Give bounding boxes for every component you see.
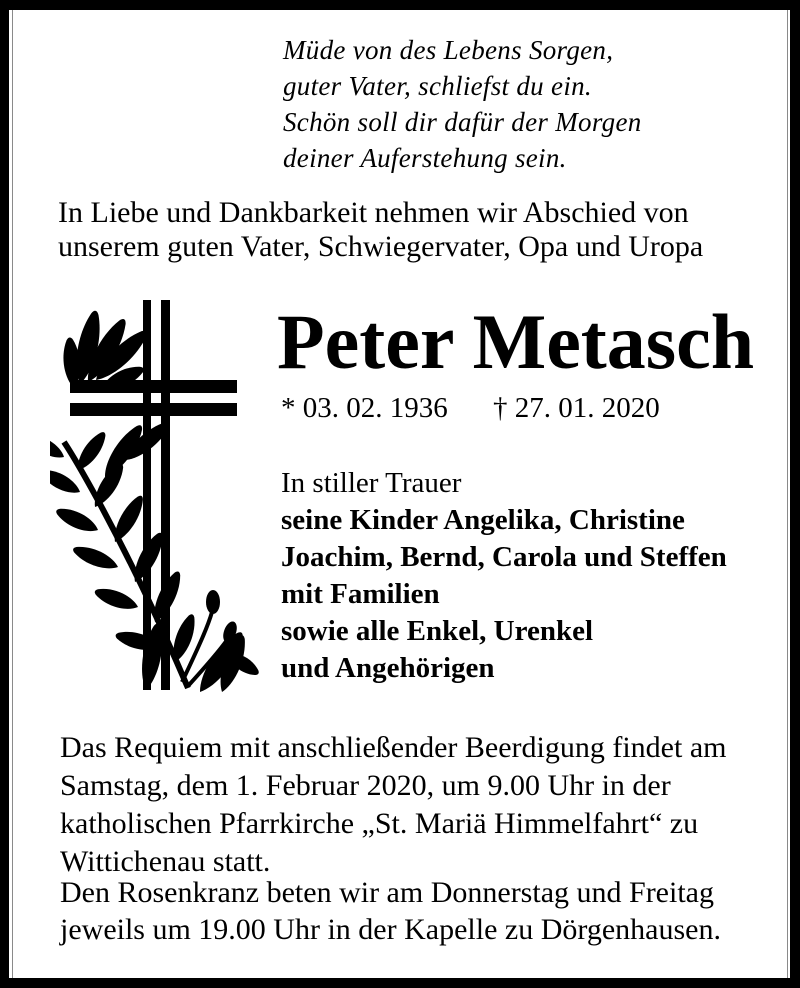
farewell-intro bbox=[58, 196, 703, 264]
mourners-block bbox=[281, 465, 727, 687]
frame-top bbox=[0, 0, 800, 10]
mourners-line: und Angehörigen bbox=[281, 652, 495, 684]
verse-line: Müde von des Lebens Sorgen, bbox=[283, 35, 614, 65]
requiem-line: katholischen Pfarrkirche „St. Mariä Himmelfahrt“ zu bbox=[60, 807, 699, 840]
verse-line: deiner Auferstehung sein. bbox=[283, 143, 567, 173]
rosary-announcement bbox=[60, 874, 721, 948]
requiem-line: Das Requiem mit anschließender Beerdigung findet am bbox=[60, 731, 727, 764]
inner-rule-right bbox=[787, 10, 788, 978]
mourners-line: mit Familien bbox=[281, 578, 440, 610]
rosary-line: Den Rosenkranz beten wir am Donnerstag und Freitag bbox=[60, 876, 714, 909]
requiem-announcement bbox=[60, 729, 726, 881]
mourners-line: sowie alle Enkel, Urenkel bbox=[281, 615, 594, 647]
death-date: † 27. 01. 2020 bbox=[493, 392, 660, 424]
inner-rule-left bbox=[12, 10, 13, 978]
birth-date: * 03. 02. 1936 bbox=[281, 392, 448, 424]
requiem-line: Wittichenau statt. bbox=[60, 845, 271, 878]
rosary-line: jeweils um 19.00 Uhr in der Kapelle zu Dörgenhausen. bbox=[60, 913, 721, 946]
mourners-line: Joachim, Bernd, Carola und Steffen bbox=[281, 541, 727, 573]
intro-line: In Liebe und Dankbarkeit nehmen wir Abschied von bbox=[58, 196, 689, 229]
cross-and-branch-illustration bbox=[50, 292, 262, 692]
mourners-line: seine Kinder Angelika, Christine bbox=[281, 504, 685, 536]
frame-right bbox=[790, 0, 800, 988]
frame-bottom bbox=[0, 978, 800, 988]
life-dates bbox=[281, 391, 731, 425]
memorial-verse bbox=[283, 32, 642, 176]
requiem-line: Samstag, dem 1. Februar 2020, um 9.00 Uhr in der bbox=[60, 769, 671, 802]
verse-line: Schön soll dir dafür der Morgen bbox=[283, 107, 642, 137]
frame-left bbox=[0, 0, 9, 988]
mourners-lead: In stiller Trauer bbox=[281, 467, 462, 499]
deceased-name: Peter Metasch bbox=[277, 298, 755, 385]
verse-line: guter Vater, schliefst du ein. bbox=[283, 71, 592, 101]
intro-line: unserem guten Vater, Schwiegervater, Opa und Uropa bbox=[58, 230, 704, 263]
